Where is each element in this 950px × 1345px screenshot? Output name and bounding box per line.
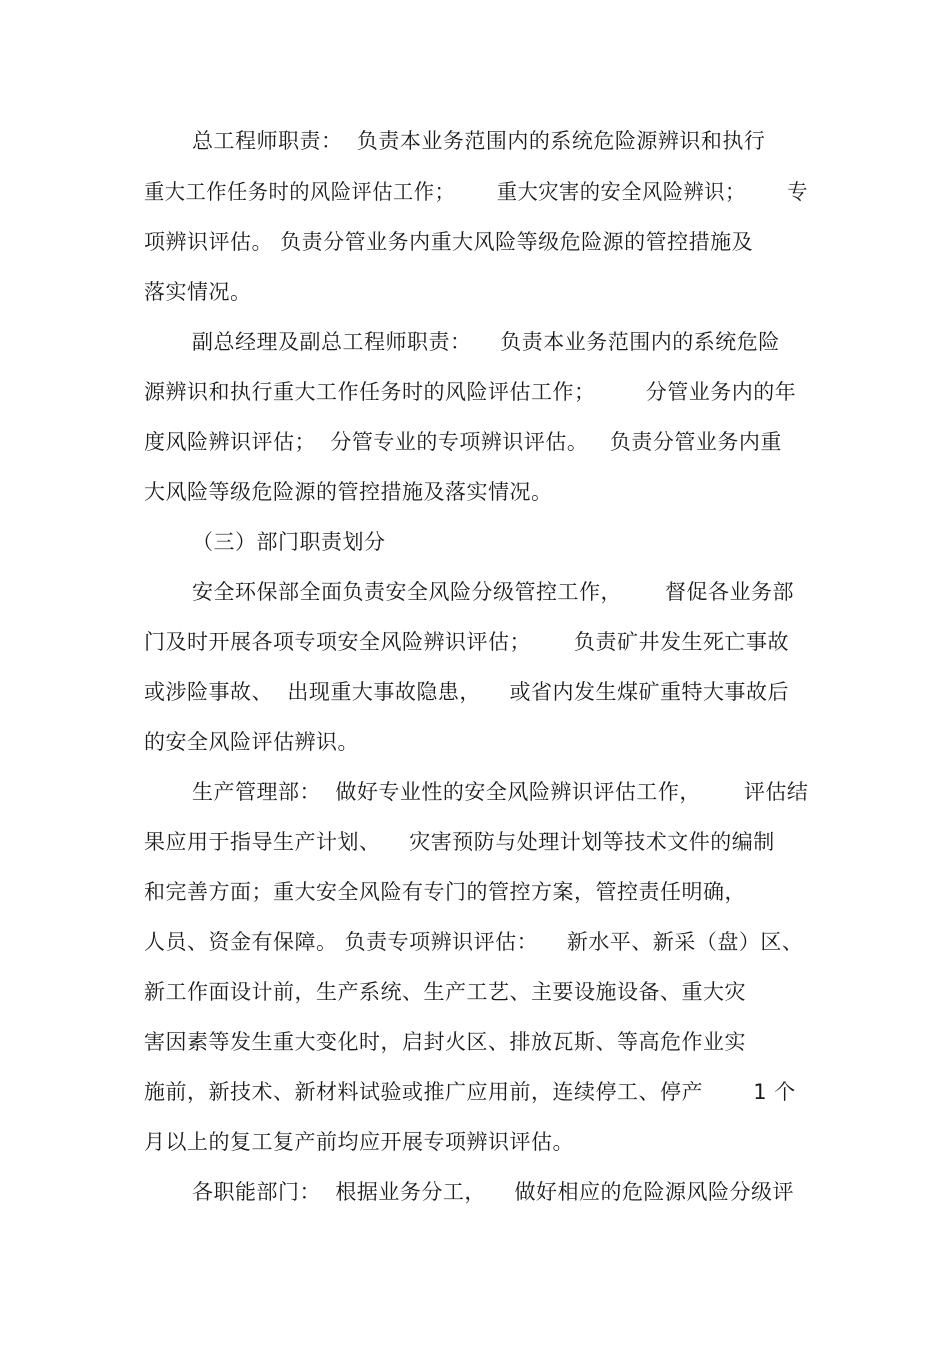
text-line: 门及时开展各项专项安全风险辨识评估； 负责矿井发生死亡事故: [144, 630, 790, 654]
text-line: 源辨识和执行重大工作任务时的风险评估工作； 分管业务内的年: [144, 380, 797, 404]
text-line: 项辨识评估。 负责分管业务内重大风险等级危险源的管控措施及: [144, 230, 754, 254]
text-line: 重大工作任务时的风险评估工作； 重大灾害的安全风险辨识； 专: [144, 180, 809, 204]
text-line: 总工程师职责： 负责本业务范围内的系统危险源辨识和执行: [192, 129, 766, 153]
text-line: 安全环保部全面负责安全风险分级管控工作， 督促各业务部: [192, 580, 795, 604]
text-line: 或涉险事故、 出现重大事故隐患， 或省内发生煤矿重特大事故后: [144, 680, 790, 704]
text-line: 人员、资金有保障。 负责专项辨识评估： 新水平、新采（盘）区、: [144, 930, 804, 954]
text-line: 和完善方面；重大安全风险有专门的管控方案，管控责任明确，: [144, 880, 746, 904]
text-line: 落实情况。: [144, 280, 252, 304]
text-line: 害因素等发生重大变化时，启封火区、排放瓦斯、等高危作业实: [144, 1030, 746, 1054]
text-line: 大风险等级危险源的管控措施及落实情况。: [144, 480, 553, 504]
text-line: 施前，新技术、新材料试验或推广应用前，连续停工、停产 1 个: [144, 1080, 796, 1104]
text-line: 度风险辨识评估； 分管专业的专项辨识评估。 负责分管业务内重: [144, 430, 782, 454]
text-line: 副总经理及副总工程师职责： 负责本业务范围内的系统危险: [192, 330, 780, 354]
text-line: 新工作面设计前，生产系统、生产工艺、主要设施设备、重大灾: [144, 980, 746, 1004]
text-line: 果应用于指导生产计划、 灾害预防与处理计划等技术文件的编制: [144, 830, 775, 854]
text-line: 月以上的复工复产前均应开展专项辨识评估。: [144, 1130, 574, 1154]
text-line: 生产管理部： 做好专业性的安全风险辨识评估工作， 评估结: [192, 780, 809, 804]
text-line: 各职能部门： 根据业务分工， 做好相应的危险源风险分级评: [192, 1180, 795, 1204]
text-line: 的安全风险评估辨识。: [144, 730, 359, 754]
section-heading: （三）部门职责划分: [192, 530, 386, 554]
